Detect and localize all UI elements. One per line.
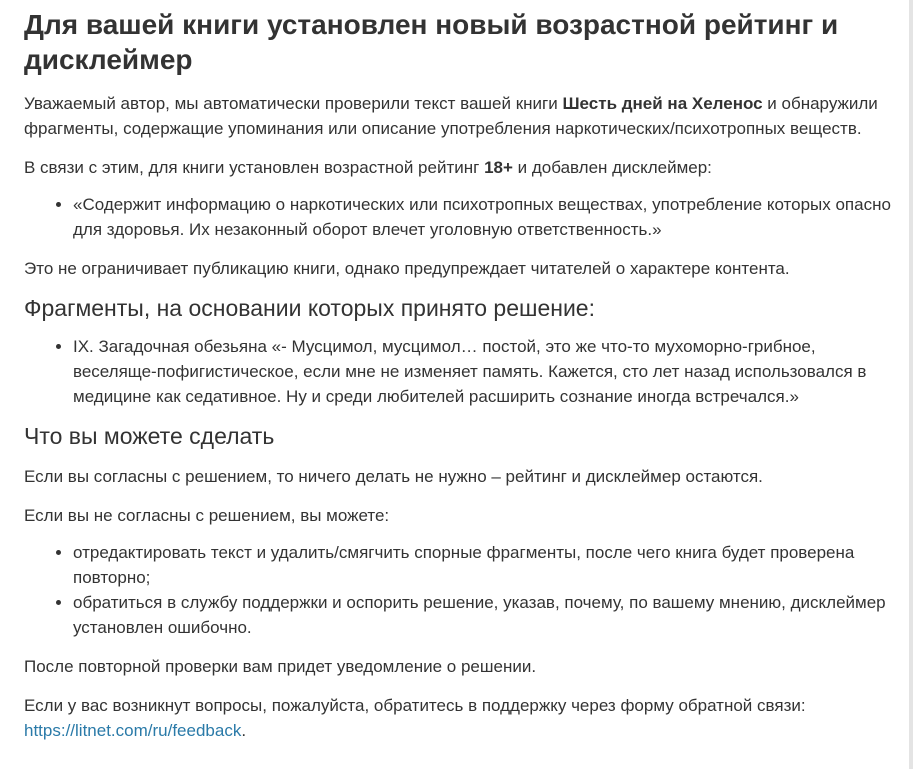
disclaimer-quote: • «Содержит информацию о наркотических или психотропных веществах, употребление которых опасно для здоровья. Их незаконный оборот влечет уголовную ответственность.» [73,192,896,242]
intro-paragraph [24,91,896,141]
option-support: • обратиться в службу поддержки и оспорить решение, указав, почему, по вашему мнению, дисклеймер установлен ошибочно. [73,590,896,640]
fragment-item: • IX. Загадочная обезьяна «- Мусцимол, мусцимол… постой, это же что-то мухоморно-грибное, веселяще-пофигистическое, если мне не изменяет память. Кажется, сто лет назад использовался в медицине как седативное. Ну и среди любителей расширить сознание иногда встречался.» [73,334,896,409]
recheck-paragraph: После повторной проверки вам придет уведомление о решении. [24,657,537,676]
intro-text-after: и обнаружили фрагменты, содержащие упоминания или описание употребления наркотических/психотропных веществ. [24,94,878,138]
message-content [24,0,896,743]
page-title: Для вашей книги установлен новый возрастной рейтинг и дисклеймер [24,9,839,75]
support-trailing: . [241,721,247,740]
disclaimer-list [24,192,896,242]
fragments-heading: Фрагменты, на основании которых принято решение: [24,295,595,321]
notice-paragraph: Это не ограничивает публикацию книги, однако предупреждает читателей о характере контента. [24,259,790,278]
agree-paragraph: Если вы согласны с решением, то ничего делать не нужно – рейтинг и дисклеймер остаются. [24,467,763,486]
actions-heading: Что вы можете сделать [24,423,275,449]
disagree-paragraph: Если вы не согласны с решением, вы можете: [24,506,390,525]
age-rating-value: 18+ [484,158,513,177]
scrollbar-track[interactable] [909,0,913,769]
rating-text-before: В связи с этим, для книги установлен возрастной рейтинг [24,158,485,177]
intro-text-before: Уважаемый автор, мы автоматически проверили текст вашей книги [24,94,563,113]
rating-text-after: и добавлен дисклеймер: [512,158,712,177]
book-title: Шесть дней на Хеленос [562,94,763,113]
feedback-link[interactable]: https://litnet.com/ru/feedback [24,721,242,740]
option-edit: • отредактировать текст и удалить/смягчить спорные фрагменты, после чего книга будет проверена повторно; [73,540,896,590]
rating-paragraph [24,155,896,180]
support-paragraph [24,693,896,743]
fragments-list [24,334,896,409]
options-list [24,540,896,640]
support-text: Если у вас возникнут вопросы, пожалуйста, обратитесь в поддержку через форму обратной связи: [24,696,806,715]
